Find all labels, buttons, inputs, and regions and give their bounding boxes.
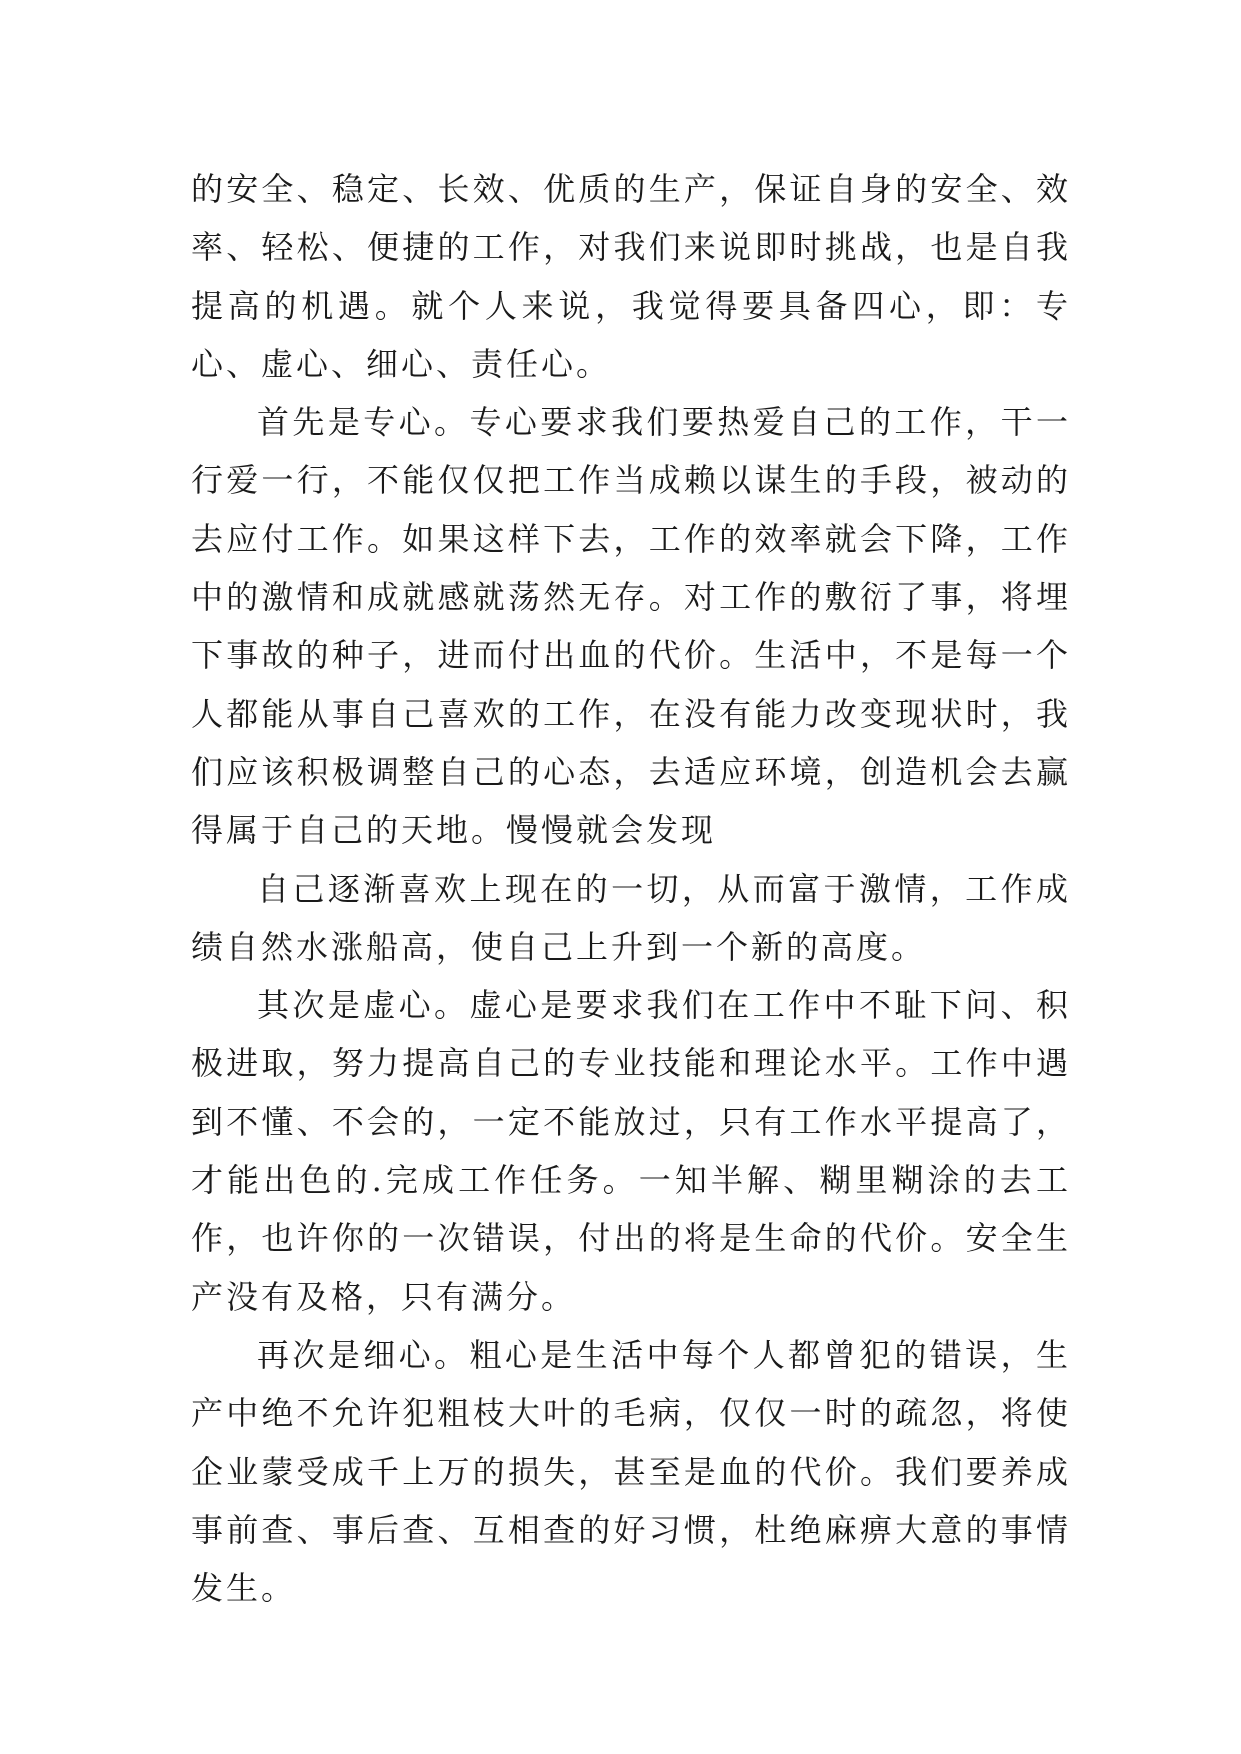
- paragraph-humility: 其次是虚心。虚心是要求我们在工作中不耻下问、积极进取，努力提高自己的专业技能和理论水平。工作中遇到不懂、不会的，一定不能放过，只有工作水平提高了，才能出色的.完成工作任务。一知半解、糊里糊涂的去工作，也许你的一次错误，付出的将是生命的代价。安全生产没有及格，只有满分。: [191, 986, 1071, 1316]
- document-body: [191, 160, 1071, 1617]
- paragraph-focus-continued: 自己逐渐喜欢上现在的一切，从而富于激情，工作成绩自然水涨船高，使自己上升到一个新的高度。: [191, 869, 1071, 966]
- paragraph-intro: 的安全、稳定、长效、优质的生产，保证自身的安全、效率、轻松、便捷的工作，对我们来说即时挑战，也是自我提高的机遇。就个人来说，我觉得要具备四心，即：专心、虚心、细心、责任心。: [191, 170, 1071, 383]
- paragraph-carefulness: 再次是细心。粗心是生活中每个人都曾犯的错误，生产中绝不允许犯粗枝大叶的毛病，仅仅一时的疏忽，将使企业蒙受成千上万的损失，甚至是血的代价。我们要养成事前查、事后查、互相查的好习惯，杜绝麻痹大意的事情发生。: [191, 1335, 1071, 1608]
- paragraph-focus: 首先是专心。专心要求我们要热爱自己的工作，干一行爱一行，不能仅仅把工作当成赖以谋生的手段，被动的去应付工作。如果这样下去，工作的效率就会下降，工作中的激情和成就感就荡然无存。对工作的敷衍了事，将埋下事故的种子，进而付出血的代价。生活中，不是每一个人都能从事自己喜欢的工作，在没有能力改变现状时，我们应该积极调整自己的心态，去适应环境，创造机会去赢得属于自己的天地。慢慢就会发现: [191, 403, 1071, 850]
